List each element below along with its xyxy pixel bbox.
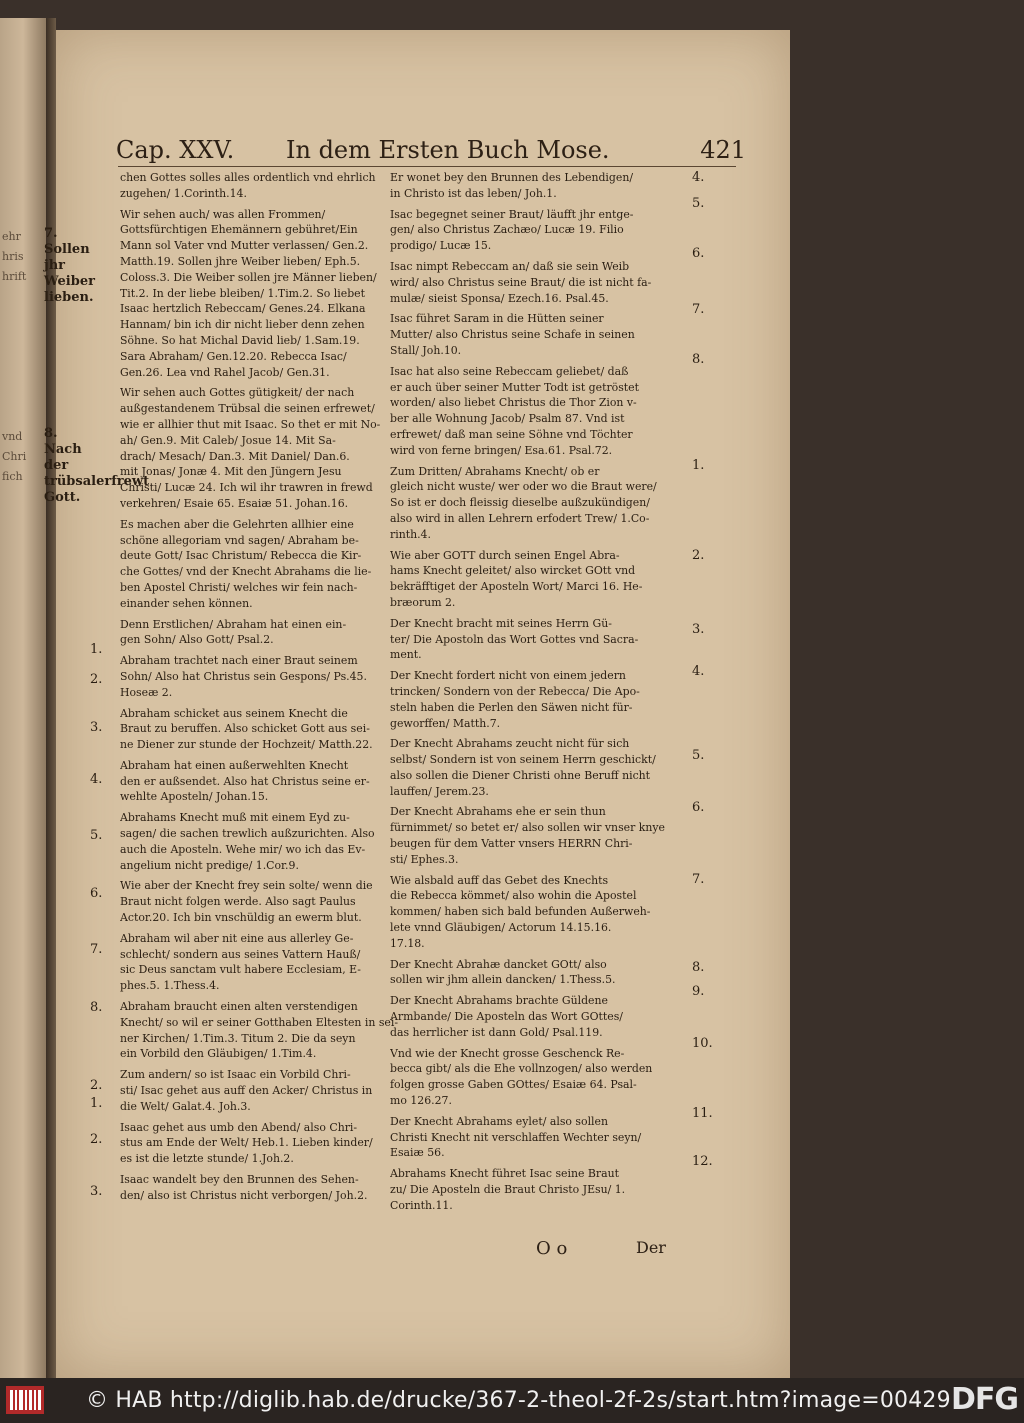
previous-page-edge xyxy=(0,18,46,1378)
paragraph-number: 6. xyxy=(692,800,705,815)
text-line: phes.5. 1.Thess.4. xyxy=(120,979,220,993)
text-line: sic Deus sanctam vult habere Ecclesiam, E- xyxy=(120,963,361,977)
text-line: Wie aber der Knecht frey sein solte/ wenn die xyxy=(120,879,373,893)
text-line: er auch über seiner Mutter Todt ist getröstet xyxy=(390,380,640,394)
text-line: einander sehen können. xyxy=(120,596,253,610)
text-line: becca gibt/ als die Ehe vollnzogen/ also werden xyxy=(390,1062,653,1076)
paragraph xyxy=(390,993,690,1040)
paragraph-number: 1. xyxy=(692,458,705,473)
text-line: Abraham hat einen außerwehlten Knecht xyxy=(120,758,349,772)
text-line: Abrahams Knecht führet Isac seine Braut xyxy=(390,1167,619,1181)
left-text-column xyxy=(120,170,420,1209)
text-line: Gen.26. Lea vnd Rahel Jacob/ Gen.31. xyxy=(120,365,330,379)
text-line: verkehren/ Esaie 65. Esaiæ 51. Johan.16. xyxy=(120,496,349,510)
copyright-link[interactable]: © HAB http://diglib.hab.de/drucke/367-2-theol-2f-2s/start.htm?image=00429 xyxy=(86,1388,951,1413)
text-line: kommen/ haben sich bald befunden Außerweh- xyxy=(390,905,651,919)
text-line: Der Knecht Abrahams eylet/ also sollen xyxy=(390,1114,608,1128)
text-line: rinth.4. xyxy=(390,527,431,541)
text-line: also sollen die Diener Christi ohne Beruff nicht xyxy=(390,768,651,782)
paragraph xyxy=(120,653,420,700)
text-line: bekräfftiget der Aposteln Wort/ Marci 16. He- xyxy=(390,580,643,594)
text-line: Sohn/ Also hat Christus sein Gespons/ Ps.45. xyxy=(120,669,367,683)
text-line: wie er allhier thut mit Isaac. So thet er mit No- xyxy=(120,417,381,431)
text-line: Isac hat also seine Rebeccam geliebet/ daß xyxy=(390,364,629,378)
text-line: drach/ Mesach/ Dan.3. Mit Daniel/ Dan.6. xyxy=(120,449,350,463)
paragraph xyxy=(390,804,690,867)
text-line: Coloss.3. Die Weiber sollen jre Männer lieben/ xyxy=(120,270,377,284)
signature-mark: O o xyxy=(536,1238,568,1259)
paragraph-number: 9. xyxy=(692,984,705,999)
text-line: Der Knecht bracht mit seines Herrn Gü- xyxy=(390,616,612,630)
paragraph xyxy=(120,170,420,202)
text-line: bræorum 2. xyxy=(390,595,456,609)
text-line: So ist er doch fleissig dieselbe außzukündigen/ xyxy=(390,496,650,510)
text-line: das herrlicher ist dann Gold/ Psal.119. xyxy=(390,1025,603,1039)
paragraph-number: 3. xyxy=(90,720,103,735)
text-line: Wir sehen auch/ was allen Frommen/ xyxy=(120,207,326,221)
text-line: Mann sol Vater vnd Mutter verlassen/ Gen.2. xyxy=(120,239,369,253)
text-line: Esaiæ 56. xyxy=(390,1146,445,1160)
text-line: Hoseæ 2. xyxy=(120,685,173,699)
text-line: Isaac wandelt bey den Brunnen des Sehen- xyxy=(120,1173,359,1187)
text-line: Abrahams Knecht muß mit einem Eyd zu- xyxy=(120,811,350,825)
text-line: mo 126.27. xyxy=(390,1094,452,1108)
paragraph xyxy=(120,1172,420,1204)
text-line: stus am Ende der Welt/ Heb.1. Lieben kinder/ xyxy=(120,1136,373,1150)
paragraph xyxy=(390,736,690,799)
text-line: Christi Knecht nit verschlaffen Wechter seyn/ xyxy=(390,1130,642,1144)
catchword: Der xyxy=(636,1238,666,1257)
paragraph xyxy=(390,464,690,543)
text-line: also wird in allen Lehrern erfodert Trew/ 1.Co- xyxy=(390,511,650,525)
text-line: Armbande/ Die Aposteln das Wort GOttes/ xyxy=(390,1010,623,1024)
prev-page-fragment: Chri xyxy=(2,450,27,463)
page-number: 421 xyxy=(700,136,746,164)
text-line: lauffen/ Jerem.23. xyxy=(390,784,489,798)
text-line: Corinth.11. xyxy=(390,1198,453,1212)
prev-page-fragment: hrift xyxy=(2,270,27,283)
text-line: ben Apostel Christi/ welches wir fein nach- xyxy=(120,580,358,594)
paragraph xyxy=(120,207,420,381)
paragraph-number: 8. xyxy=(692,352,705,367)
text-line: selbst/ Sondern ist von seinem Herrn geschickt/ xyxy=(390,753,656,767)
text-line: geworffen/ Matth.7. xyxy=(390,716,501,730)
text-line: Es machen aber die Gelehrten allhier eine xyxy=(120,517,354,531)
paragraph-number: 2. xyxy=(90,1078,103,1093)
margin-note-number: 7. xyxy=(44,226,58,241)
paragraph xyxy=(120,999,420,1062)
margin-note-text: Sollen jhr Weiber lieben. xyxy=(44,242,95,305)
paragraph xyxy=(390,548,690,611)
text-line: Wie alsbald auff das Gebet des Knechts xyxy=(390,873,609,887)
paragraph xyxy=(120,617,420,649)
text-line: Er wonet bey den Brunnen des Lebendigen/ xyxy=(390,171,634,184)
text-line: zugehen/ 1.Corinth.14. xyxy=(120,186,247,200)
text-line: Isac begegnet seiner Braut/ läufft jhr entge- xyxy=(390,207,634,221)
text-line: Der Knecht Abrahams ehe er sein thun xyxy=(390,805,606,819)
book-page xyxy=(44,30,790,1378)
text-line: angelium nicht predige/ 1.Cor.9. xyxy=(120,858,299,872)
paragraph-number: 8. xyxy=(90,1000,103,1015)
paragraph xyxy=(390,207,690,254)
paragraph-number: 4. xyxy=(692,170,705,185)
paragraph xyxy=(120,706,420,753)
text-line: Mutter/ also Christus seine Schafe in seinen xyxy=(390,328,635,342)
text-line: Zum Dritten/ Abrahams Knecht/ ob er xyxy=(390,464,600,478)
text-line: gen/ also Christus Zachæo/ Lucæ 19. Filio xyxy=(390,223,624,237)
chapter-label: Cap. XXV. xyxy=(116,136,235,164)
margin-note-text: Nach der trübsalerfrewt Gott. xyxy=(44,442,150,505)
running-header xyxy=(116,136,746,170)
paragraph xyxy=(120,517,420,612)
paragraph-number: 3. xyxy=(692,622,705,637)
margin-note-number: 8. xyxy=(44,426,58,441)
paragraph xyxy=(120,758,420,805)
text-line: ne Diener zur stunde der Hochzeit/ Matth.22. xyxy=(120,738,373,752)
text-line: in Christo ist das leben/ Joh.1. xyxy=(390,186,557,200)
text-line: chen Gottes solles alles ordentlich vnd ehrlich xyxy=(120,171,376,184)
text-line: Der Knecht Abrahæ dancket GOtt/ also xyxy=(390,957,607,971)
text-line: Isaac gehet aus umb den Abend/ also Chri- xyxy=(120,1120,358,1134)
text-line: Der Knecht fordert nicht von einem jedern xyxy=(390,669,626,683)
paragraph-number: 4. xyxy=(692,664,705,679)
text-line: fürnimmet/ so betet er/ also sollen wir vnser knye xyxy=(390,821,665,835)
prev-page-fragment: ehr xyxy=(2,230,21,243)
paragraph xyxy=(390,616,690,663)
text-line: Gottsfürchtigen Ehemännern gebühret/Ein xyxy=(120,223,358,237)
paragraph xyxy=(390,1114,690,1161)
text-line: hams Knecht geleitet/ also wircket GOtt vnd xyxy=(390,564,636,578)
viewer-footer xyxy=(0,1378,1024,1423)
paragraph-number: 1. xyxy=(90,642,103,657)
text-line: Abraham schicket aus seinem Knecht die xyxy=(120,706,348,720)
text-line: es ist die letzte stunde/ 1.Joh.2. xyxy=(120,1152,294,1166)
text-line: die Welt/ Galat.4. Joh.3. xyxy=(120,1099,251,1113)
paragraph-number: 1. xyxy=(90,1096,103,1111)
paragraph-number: 6. xyxy=(692,246,705,261)
text-line: Vnd wie der Knecht grosse Geschenck Re- xyxy=(390,1046,625,1060)
dfg-logo: DFG xyxy=(950,1382,1018,1417)
text-line: Wir sehen auch Gottes gütigkeit/ der nach xyxy=(120,386,355,400)
text-line: ah/ Gen.9. Mit Caleb/ Josue 14. Mit Sa- xyxy=(120,433,336,447)
text-line: sti/ Ephes.3. xyxy=(390,852,459,866)
prev-page-fragment: fich xyxy=(2,470,23,483)
paragraph-number: 10. xyxy=(692,1036,713,1051)
paragraph xyxy=(390,668,690,731)
paragraph xyxy=(390,364,690,459)
paragraph xyxy=(390,1046,690,1109)
text-line: ein Vorbild den Gläubigen/ 1.Tim.4. xyxy=(120,1047,317,1061)
text-line: erfrewet/ daß man seine Söhne vnd Töchter xyxy=(390,427,633,441)
text-line: Abraham braucht einen alten verstendigen xyxy=(120,1000,358,1014)
text-line: Sara Abraham/ Gen.12.20. Rebecca Isac/ xyxy=(120,349,347,363)
paragraph xyxy=(390,259,690,306)
text-line: sollen wir jhm allein dancken/ 1.Thess.5. xyxy=(390,973,616,987)
paragraph xyxy=(390,873,690,952)
paragraph xyxy=(120,878,420,925)
paragraph xyxy=(120,810,420,873)
barcode-icon xyxy=(6,1386,44,1414)
text-line: trincken/ Sondern von der Rebecca/ Die Apo- xyxy=(390,684,640,698)
text-line: zu/ Die Aposteln die Braut Christo JEsu/ 1. xyxy=(390,1183,626,1197)
text-line: wird von ferne bringen/ Esa.61. Psal.72. xyxy=(390,443,613,457)
text-line: ber alle Wohnung Jacob/ Psalm 87. Vnd ist xyxy=(390,412,625,426)
text-line: gen Sohn/ Also Gott/ Psal.2. xyxy=(120,633,274,647)
prev-page-fragment: hris xyxy=(2,250,24,263)
text-line: auch die Aposteln. Wehe mir/ wo ich das Ev- xyxy=(120,842,366,856)
text-line: Zum andern/ so ist Isaac ein Vorbild Chri- xyxy=(120,1068,351,1082)
text-line: folgen grosse Gaben GOttes/ Esaiæ 64. Psal- xyxy=(390,1078,637,1092)
paragraph-number: 7. xyxy=(90,942,103,957)
text-line: gleich nicht wuste/ wer oder wo die Braut were/ xyxy=(390,480,657,494)
text-line: lete vnnd Gläubigen/ Actorum 14.15.16. xyxy=(390,921,612,935)
text-line: Abraham wil aber nit eine aus allerley Ge- xyxy=(120,931,354,945)
paragraph xyxy=(390,170,690,202)
text-line: ner Kirchen/ 1.Tim.3. Titum 2. Die da seyn xyxy=(120,1031,356,1045)
paragraph-number: 8. xyxy=(692,960,705,975)
paragraph-number: 7. xyxy=(692,872,705,887)
text-line: den/ also ist Christus nicht verborgen/ Joh.2. xyxy=(120,1188,368,1202)
prev-page-fragment: vnd xyxy=(2,430,23,443)
paragraph xyxy=(120,1067,420,1114)
paragraph-number: 5. xyxy=(692,196,705,211)
text-line: Isac nimpt Rebeccam an/ daß sie sein Weib xyxy=(390,259,630,273)
text-line: sti/ Isac gehet aus auff den Acker/ Christus in xyxy=(120,1084,373,1098)
text-line: Wie aber GOTT durch seinen Engel Abra- xyxy=(390,548,620,562)
paragraph-number: 4. xyxy=(90,772,103,787)
paragraph-number: 2. xyxy=(90,672,103,687)
text-line: wird/ also Christus seine Braut/ die ist nicht fa- xyxy=(390,275,652,289)
paragraph-number: 3. xyxy=(90,1184,103,1199)
text-line: Braut nicht folgen werde. Also sagt Paulus xyxy=(120,895,356,909)
paragraph-number: 2. xyxy=(692,548,705,563)
text-line: den er außsendet. Also hat Christus seine er- xyxy=(120,774,370,788)
paragraph-number: 11. xyxy=(692,1106,713,1121)
text-line: beugen für dem Vatter vnsers HERRN Chri- xyxy=(390,837,633,851)
margin-note-7 xyxy=(44,226,106,306)
paragraph-number: 5. xyxy=(692,748,705,763)
text-line: Christi/ Lucæ 24. Ich wil ihr trawren in frewd xyxy=(120,481,373,495)
paragraph xyxy=(120,1120,420,1167)
text-line: Abraham trachtet nach einer Braut seinem xyxy=(120,654,358,668)
text-line: Matth.19. Sollen jhre Weiber lieben/ Eph.5. xyxy=(120,254,361,268)
paragraph-number: 5. xyxy=(90,828,103,843)
paragraph-number: 7. xyxy=(692,302,705,317)
text-line: die Rebecca kömmet/ also wohin die Apostel xyxy=(390,889,637,903)
paragraph xyxy=(390,957,690,989)
text-line: schlecht/ sondern aus seines Vattern Hauß/ xyxy=(120,947,361,961)
paragraph-number: 6. xyxy=(90,886,103,901)
text-line: Isaac hertzlich Rebeccam/ Genes.24. Elkana xyxy=(120,302,366,316)
text-line: che Gottes/ vnd der Knecht Abrahams die lie- xyxy=(120,565,372,579)
text-line: mulæ/ sieist Sponsa/ Ezech.16. Psal.45. xyxy=(390,291,609,305)
text-line: ment. xyxy=(390,648,422,662)
text-line: deute Gott/ Isac Christum/ Rebecca die Kir- xyxy=(120,549,362,563)
text-line: Knecht/ so wil er seiner Gotthaben Eltesten in sei- xyxy=(120,1015,399,1029)
text-line: mit Jonas/ Jonæ 4. Mit den Jüngern Jesu xyxy=(120,465,342,479)
text-line: Denn Erstlichen/ Abraham hat einen ein- xyxy=(120,617,347,631)
paragraph xyxy=(390,1166,690,1213)
text-line: ter/ Die Apostoln das Wort Gottes vnd Sacra- xyxy=(390,632,639,646)
text-line: schöne allegoriam vnd sagen/ Abraham be- xyxy=(120,533,359,547)
text-line: wehlte Aposteln/ Johan.15. xyxy=(120,790,269,804)
paragraph-number: 2. xyxy=(90,1132,103,1147)
text-line: sagen/ die sachen trewlich außzurichten. Also xyxy=(120,827,375,841)
margin-note-8 xyxy=(44,426,150,506)
text-line: Tit.2. In der liebe bleiben/ 1.Tim.2. So liebet xyxy=(120,286,365,300)
right-text-column xyxy=(390,170,690,1219)
text-line: Söhne. So hat Michal David lieb/ 1.Sam.19. xyxy=(120,333,360,347)
text-line: außgestandenem Trübsal die seinen erfrewet/ xyxy=(120,402,375,416)
book-gutter xyxy=(46,18,56,1378)
running-title: In dem Ersten Buch Mose. xyxy=(286,136,610,164)
text-line: steln haben die Perlen den Säwen nicht für- xyxy=(390,700,633,714)
text-line: worden/ also liebet Christus die Thor Zion v- xyxy=(390,396,637,410)
text-line: Der Knecht Abrahams brachte Güldene xyxy=(390,994,608,1008)
text-line: prodigo/ Lucæ 15. xyxy=(390,239,492,253)
text-line: Hannam/ bin ich dir nicht lieber denn zehen xyxy=(120,318,365,332)
paragraph xyxy=(120,385,420,511)
paragraph xyxy=(120,931,420,994)
text-line: Braut zu beruffen. Also schicket Gott aus sei- xyxy=(120,722,370,736)
header-rule xyxy=(118,166,736,167)
text-line: Isac führet Saram in die Hütten seiner xyxy=(390,312,604,326)
paragraph-number: 12. xyxy=(692,1154,713,1169)
text-line: 17.18. xyxy=(390,936,425,950)
text-line: Stall/ Joh.10. xyxy=(390,343,462,357)
text-line: Der Knecht Abrahams zeucht nicht für sich xyxy=(390,737,630,751)
paragraph xyxy=(390,311,690,358)
text-line: Actor.20. Ich bin vnschüldig an ewerm blut. xyxy=(120,911,362,925)
